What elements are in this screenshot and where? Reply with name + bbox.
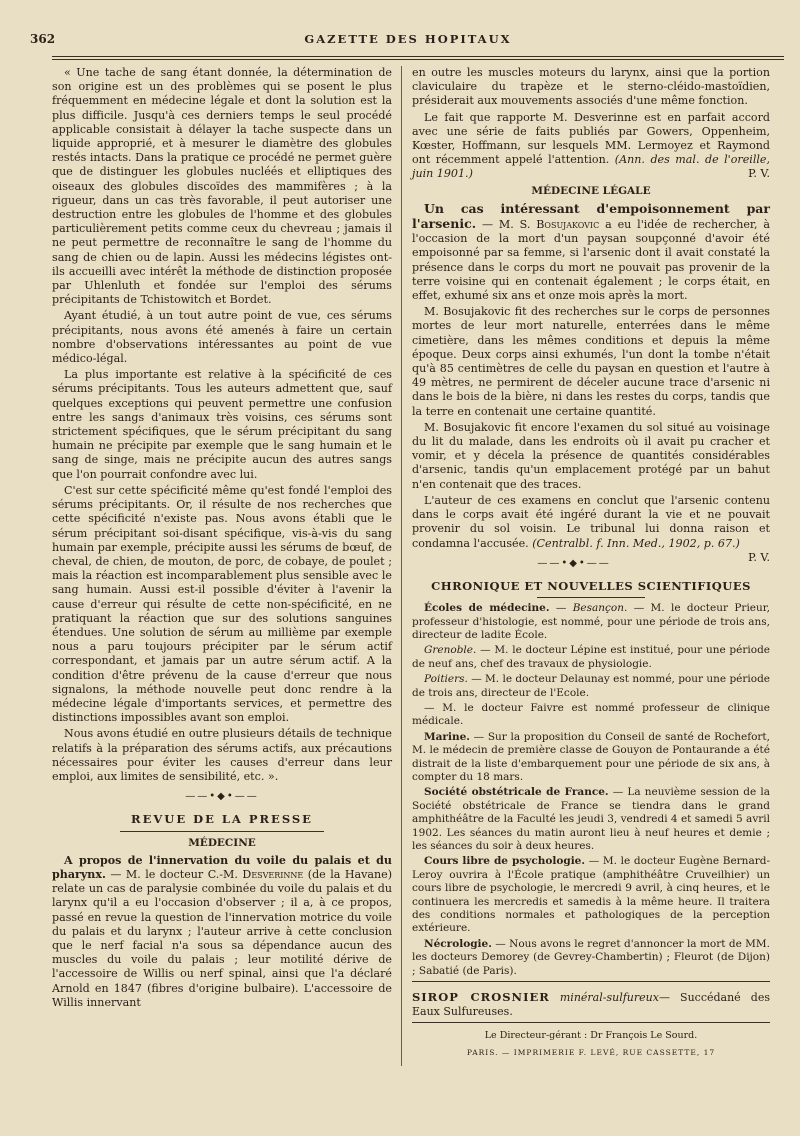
article-title: Un cas intéressant d'empoisonnement par l'arsenic.: [412, 200, 770, 232]
left-column: [52, 66, 392, 1012]
news-head: Écoles de médecine.: [424, 602, 550, 615]
news-head: Nécrologie.: [424, 937, 492, 950]
news-text: — Sur la proposition du Conseil de santé de Rochefort, M. le médecin de première classe de Gouyon de Pontaurande a été distrait de la liste d'embarquement pour une période de six ans, à compter du 18 mars.: [412, 730, 770, 783]
paragraph: Ayant étudié, à un tout autre point de vue, ces sérums précipitants, nous avons été amenés à faire un certain nombre d'observations intéressantes au point de vue médico-légal.: [52, 309, 392, 366]
text-run: (de la Havane) relate un cas de paralysie combinée du voile du palais et du larynx qu'il a eu l'occasion d'observer ; il a, à ce propos, passé en revue la question de l'innervation motrice du voile du palais et du larynx ; l'auteur arrive à cette conclusion que le nerf facial n'a sous sa dépendance aucun des muscles du voile du palais ; leur motilité dérive de l'accessoire de Willis ou nerf spinal, ainsi que l'a déclaré Arnold en 1847 (fibres d'origine bulbaire). L'accessoire de Willis innervant: [52, 867, 393, 1009]
ad-product: SIROP CROSNIER: [412, 990, 550, 1005]
header-rule: [52, 56, 784, 60]
text-run: a eu l'idée de rechercher, à l'occasion de la mort d'un paysan soupçonné d'avoir été empoisonné par sa femme, si l'arsenic dont il avait constaté la présence dans le corps du mort ne pouvait pas provenir de la terre voisine qui en contenait également ; le corps était, en effet, exhumé six ans et onze mois après la mort.: [412, 218, 771, 303]
news-item: [412, 673, 770, 700]
paragraph: C'est sur cette spécificité même qu'est fondé l'emploi des sérums précipitants. Or, il résulte de nos recherches que cette spécificité n'existe pas. Nous avons établi que le sérum précipitant soi-disant spécifique, vis-à-vis du sang humain par exemple, précipite aussi les sérums de bœuf, de cheval, de chien, de mouton, de porc, de cobaye, de poulet ; mais la réaction est incomparablement plus sensible avec le sang humain. Aussi est-il possible d'éviter à l'avenir la cause d'erreur qui résulte de cette non-spécificité, en ne pratiquant la réaction que sur des solutions sanguines étendues. Une solution de sérum au millième par exemple nous a paru toujours précipiter par le sérum actif correspondant, et jamais par un autre sérum actif. A la condition d'être prévenu de la cause d'erreur que nous signalons, la méthode nouvelle peut donc rendre à la médecine légale d'importants services, et permettre des distinctions impossibles avant son emploi.: [52, 483, 392, 725]
subsection-title: MÉDECINE: [188, 836, 256, 849]
author-name: Bosujakovic: [536, 218, 600, 232]
news-item: [412, 786, 770, 853]
news-city: Grenoble.: [424, 644, 477, 657]
reference: (Ann. des mal. de l'oreille, juin 1901.): [412, 153, 771, 181]
reference: (Centralbl. f. Inn. Med., 1902, p. 67.): [532, 536, 740, 550]
paragraph: La plus importante est relative à la spécificité de ces sérums précipitants. Tous les auteurs admettent que, sauf quelques exceptions qui peuvent permettre une confusion entre les sangs d'animaux très voisins, ces sérums sont strictement spécifiques, que le sérum précipitant du sang humain ne précipite par exemple que le sang humain et le sang de singe, mais ne précipite aucun des autres sangs que l'on pourrait confondre avec lui.: [52, 368, 392, 481]
paragraph: en outre les muscles moteurs du larynx, ainsi que la portion claviculaire du trapèze et le sterno-cléido-mastoïdien, présiderait aux mouvements associés d'une même fonction.: [412, 66, 770, 108]
section-title: REVUE DE LA PRESSE: [131, 812, 313, 827]
signature: P. V.: [748, 550, 770, 564]
ornament-divider: ——•◆•——: [185, 791, 259, 803]
news-head: Cours libre de psychologie.: [424, 855, 586, 868]
paragraph: [412, 493, 770, 564]
right-column: [412, 66, 770, 1062]
footer-rule: [412, 1022, 770, 1023]
page-header: [30, 32, 786, 50]
ad-rule: [412, 981, 770, 982]
section-rule: [120, 831, 324, 832]
news-head: Marine.: [424, 730, 470, 743]
news-text: — Nous avons le regret d'annoncer la mort de MM. les docteurs Demorey (de Gevrey-Chambertin) ; Fleurot (de Dijon) ; Sabatié (de Paris).: [412, 937, 771, 977]
news-city: Poitiers.: [424, 673, 468, 686]
column-divider: [401, 66, 402, 1066]
paragraph: M. Bosujakovic fit encore l'examen du sol situé au voisinage du lit du malade, dans les endroits où il avait pu cracher et vomir, et y décela la présence de quantités considérables d'arsenic, tandis qu'un emplacement protégé par un bahut n'en contenait que des traces.: [412, 420, 770, 491]
ad-descriptor: minéral-sulfureux: [559, 991, 659, 1005]
news-item: Écoles de médecine. — Besançon. — M. le docteur Prieur, professeur d'histologie, est nommé, pour une période de trois ans, directeur de ladite École.: [412, 602, 770, 641]
text-run: L'auteur de ces examens en conclut que l'arsenic contenu dans le corps avait été ingéré durant la vie et ne pouvait provenir du sol voisin. Le tribunal lui donna raison et condamna l'accusée.: [412, 493, 770, 550]
news-item: [412, 938, 770, 978]
director-line: Le Directeur-gérant : Dr François Le Sourd.: [484, 1030, 698, 1042]
journal-title: GAZETTE DES HOPITAUX: [304, 32, 512, 46]
page-number: 362: [30, 32, 56, 46]
author-name: Desverinne: [242, 867, 304, 881]
signature: P. V.: [748, 167, 770, 181]
news-text: — M. le docteur Eugène Bernard-Leroy ouvrira à l'École pratique (amphithéâtre Cruveilhier) un cours libre de psychologie, le mercredi 9 avril, à cinq heures, et le continuera les mercredis et samedis à la même heure. Il traitera des conditions normales et pathologiques de la perception extérieure.: [412, 855, 770, 935]
news-item: — M. le docteur Faivre est nommé professeur de clinique médicale.: [412, 701, 770, 728]
paragraph: Nous avons étudié en outre plusieurs détails de technique relatifs à la préparation des sérums actifs, aux précautions nécessaires pour éviter les causes d'erreur dans leur emploi, aux limites de sensibilité, etc. ».: [52, 727, 392, 783]
news-text: — M. le docteur Delaunay est nommé, pour une période de trois ans, directeur de l'Ecole.: [412, 673, 771, 699]
chronicle-block: [412, 602, 770, 978]
text-run: Le fait que rapporte M. Desverinne est en parfait accord avec une série de faits publiés par Gowers, Oppenheim, Kœster, Hoffmann, sur lesquels MM. Lermoyez et Raymond ont récemment appelé l'attention.: [412, 110, 770, 167]
paragraph: [412, 111, 770, 182]
news-text: — La neuvième session de la Société obstétricale de France se tiendra dans le grand amphithéâtre de la Faculté les jeudi 3, vendredi 4 et samedi 5 avril 1902. Les séances du matin auront lieu à neuf heures et demie ; les séances du soir à deux heures.: [412, 786, 770, 853]
paragraph: M. Bosujakovic fit des recherches sur le corps de personnes mortes de leur mort naturelle, enterrées dans le même cimetière, dans les mêmes conditions et depuis la même époque. Deux corps ainsi exhumés, l'un dont la tombe n'était qu'à 85 centimètres de celle du paysan en question et l'autre à 49 mètres, ne permirent de déceler aucune trace d'arsenic ni dans le bois de la bière, ni dans les restes du corps, tandis que la terre en contenait une certaine quantité.: [412, 305, 770, 418]
text-run: — M. le docteur C.-M.: [110, 867, 238, 881]
ad-text: — Succédané des Eaux Sulfureuses.: [412, 991, 770, 1019]
news-city: Besançon.: [572, 602, 628, 615]
ornament-divider: ——•◆•——: [537, 557, 611, 569]
news-item: [412, 731, 770, 785]
paragraph: « Une tache de sang étant donnée, la détermination de son origine est un des problèmes qui se posent le plus fréquemment en médecine légale et dont la solution est la plus difficile. Jusqu'à ces derniers temps le seul procédé applicable consistait à délayer la tache suspecte dans un liquide approprié, et à mesurer le diamètre des globules restés intacts. Dans la pratique ce procédé ne permet guère que de distinguer les globules nucléés et elliptiques des oiseaux des globules discoïdes des mammifères ; à la rigueur, dans un cas très favorable, il peut autoriser une destruction entre les globules de l'homme et des globules particulièrement petits comme ceux du chevreau ; jamais il ne peut permettre de reconnaître le sang de l'homme du sang de chien ou de lapin. Aussi les médecins légistes ont-ils accueilli avec intérêt la méthode de distinction proposée par Uhlenluth et fondée sur l'emploi des sérums précipitants de Tchistowitch et Bordet.: [52, 66, 392, 307]
text-run: — M. S.: [481, 218, 531, 232]
news-text: — M. le docteur Lépine est institué, pour une période de neuf ans, chef des travaux de physiologie.: [412, 644, 771, 670]
news-item: [412, 644, 770, 671]
section-rule: [537, 597, 644, 598]
advertisement: [412, 990, 770, 1019]
section-title: CHRONIQUE ET NOUVELLES SCIENTIFIQUES: [431, 578, 751, 593]
article-paragraph: [52, 854, 392, 1010]
printer-line: PARIS. — IMPRIMERIE F. LEVÉ, RUE CASSETTE, 17: [466, 1047, 716, 1057]
article-paragraph: [412, 202, 770, 303]
article-title: A propos de l'innervation du voile du palais et du pharynx.: [52, 853, 392, 881]
subsection-title: MÉDECINE LÉGALE: [531, 184, 651, 197]
news-item: [412, 855, 770, 935]
news-text: — M. le docteur Prieur, professeur d'histologie, est nommé, pour une période de trois ans, directeur de ladite École.: [412, 602, 770, 641]
news-head: Société obstétricale de France.: [424, 786, 609, 799]
